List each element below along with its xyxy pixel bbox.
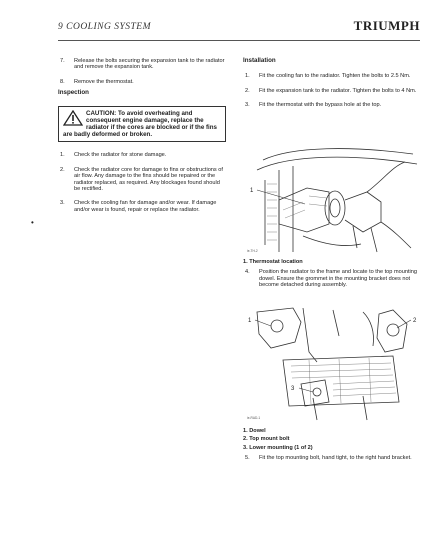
left-column [58, 58, 226, 221]
list-item: 5. Fit the top mounting bolt, hand tight, to the right hand bracket. [245, 455, 412, 462]
list-item: 3. Check the cooling fan for damage and/or wear. If damage and/or wear is found, repair or replace the radiator. [60, 200, 217, 213]
thermostat-illustration [243, 140, 423, 258]
list-item: 4. Position the radiator to the frame and locate to the top mounting dowel. Ensure the grommet in the mounting bracket does not become detached during assembly. [245, 269, 417, 289]
figure-code: ie-RAD-1 [247, 416, 261, 420]
step-text: Release the bolts securing the expansion tank to the radiator and remove the expansion tank. [74, 58, 225, 71]
step-text: Check the radiator core for damage to fins or obstructions of air flow. Any damage to the fins should be repaired or the radiator replaced, as required. Any blockages found should be rectified. [74, 166, 223, 193]
step-text: Fit the top mounting bolt, hand tight, to the right hand bracket. [259, 455, 412, 462]
warning-triangle-icon [63, 110, 83, 126]
figure-caption: 1. Dowel [243, 428, 266, 434]
figure2-caption-block [243, 428, 423, 464]
list-item: 3. Fit the thermostat with the bypass hole at the top. [245, 102, 382, 109]
step-text: Check the cooling fan for damage and/or wear. If damage and/or wear is found, repair or replace the radiator. [74, 200, 217, 213]
figure-code: ie-TH-2 [247, 249, 258, 253]
page-header [58, 18, 420, 41]
caution-box [58, 106, 226, 143]
list-item: 2. Check the radiator core for damage to fins or obstructions of air flow. Any damage to the fins should be repaired or the radiator replaced, as required. Any blockages found should be rectified. [60, 166, 223, 193]
thermostat-figure [243, 140, 423, 258]
list-item: 1. Check the radiator for stone damage. [60, 152, 167, 159]
step-text: Fit the cooling fan to the radiator. Tighten the bolts to 2.5 Nm. [259, 73, 411, 80]
step-text: Fit the expansion tank to the radiator. Tighten the bolts to 4 Nm. [259, 87, 417, 94]
figure1-caption-block [243, 259, 423, 297]
callout-label: 2 [413, 318, 417, 324]
list-item: 1. Fit the cooling fan to the radiator. Tighten the bolts to 2.5 Nm. [245, 73, 411, 80]
callout-label: 3 [291, 386, 295, 392]
right-column [243, 58, 423, 117]
section-heading-installation: Installation [243, 57, 276, 64]
list-item: 7. Release the bolts securing the expansion tank to the radiator and remove the expansion tank. [60, 58, 225, 71]
list-item: 2. Fit the expansion tank to the radiator. Tighten the bolts to 4 Nm. [245, 87, 417, 94]
step-text: Check the radiator for stone damage. [74, 152, 167, 159]
step-text: Position the radiator to the frame and locate to the top mounting dowel. Ensure the grommet in the mounting bracket does not become detached during assembly. [259, 269, 417, 289]
brand-logo: TRIUMPH [353, 18, 420, 33]
radiator-mounting-figure [243, 302, 423, 422]
section-heading-inspection: Inspection [58, 89, 89, 97]
callout-label: 1 [250, 188, 254, 194]
figure-caption: 2. Top mount bolt [243, 436, 290, 443]
radiator-mounting-illustration [243, 302, 423, 422]
figure-caption: 1. Thermostat location [243, 259, 303, 265]
step-text: Remove the thermostat. [74, 78, 134, 85]
step-text: Fit the thermostat with the bypass hole at the top. [259, 102, 382, 109]
list-item: 8. Remove the thermostat. [60, 78, 134, 85]
callout-label: 1 [248, 318, 252, 324]
caution-text: CAUTION: To avoid overheating and consequent engine damage, replace the radiator if the cores are blocked or if the fins are badly deformed or broken. [63, 109, 218, 139]
margin-bullet: • [31, 218, 34, 227]
figure-caption: 3. Lower mounting (1 of 2) [243, 444, 313, 451]
page-title: 9 COOLING SYSTEM [58, 22, 151, 32]
